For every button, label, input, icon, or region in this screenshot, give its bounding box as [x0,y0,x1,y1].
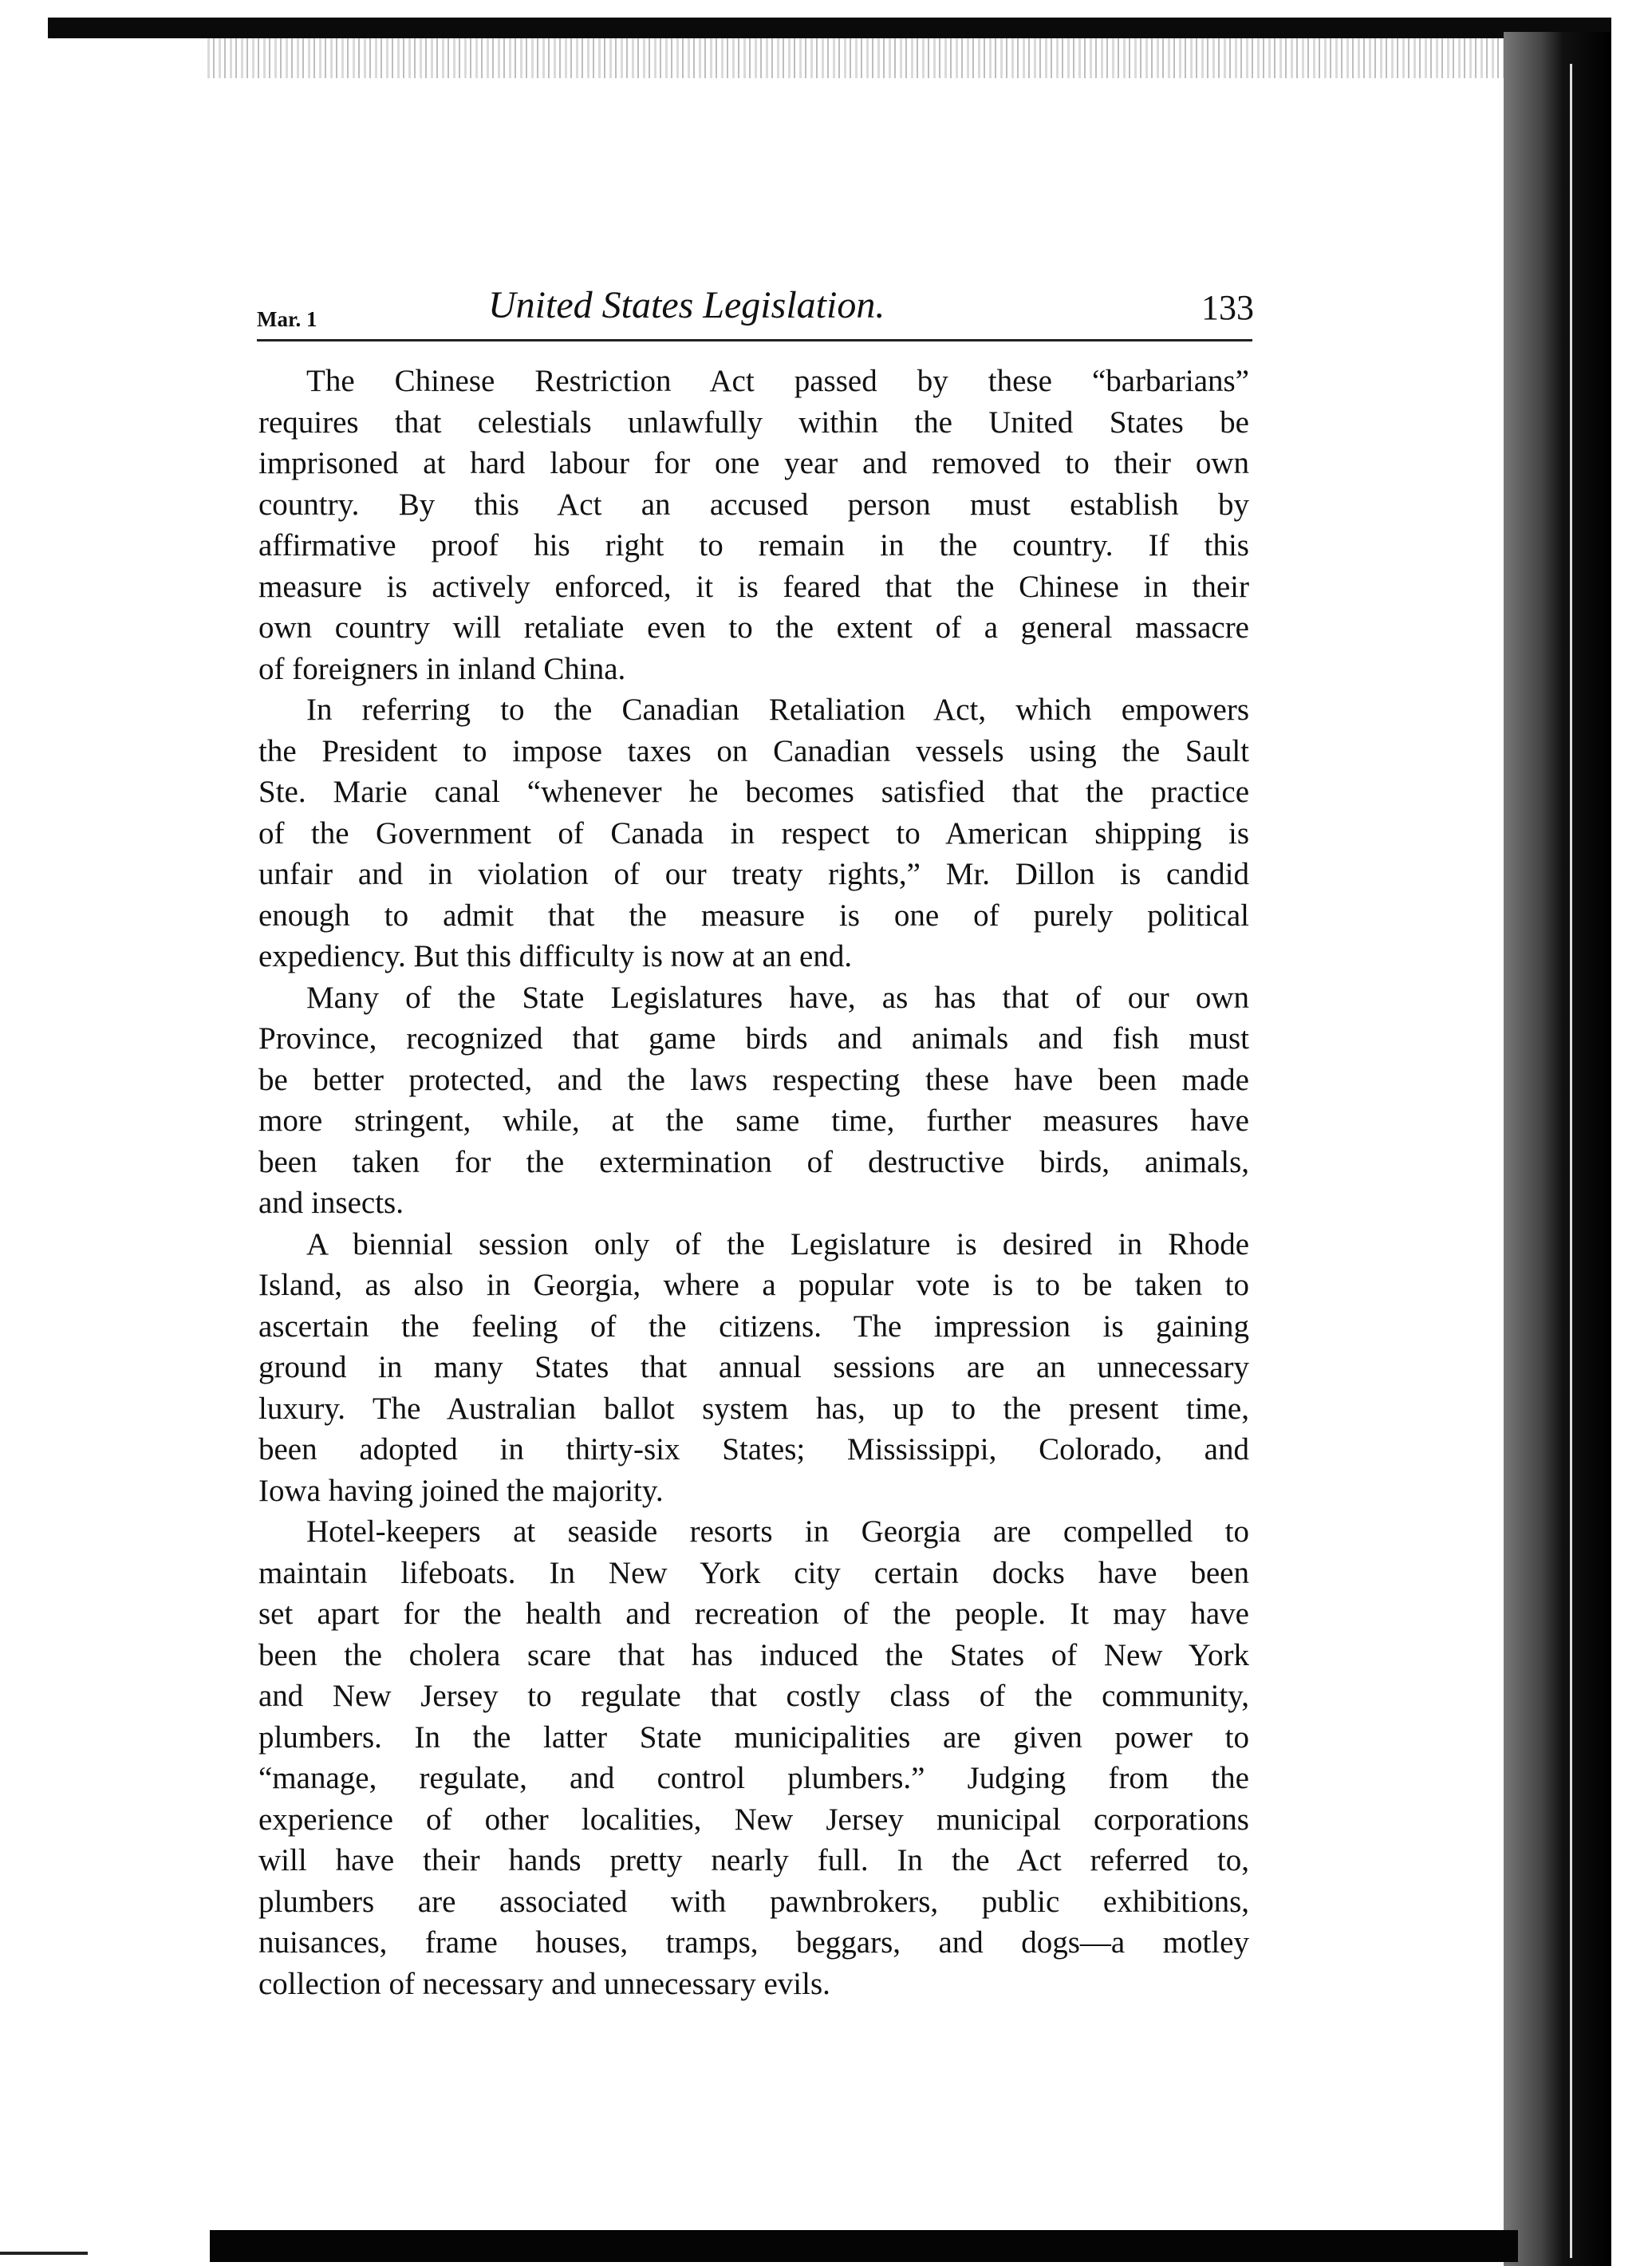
text-line: unfair and in violation of our treaty rights,” Mr. Dillon is candid [258,857,1249,891]
text-line: imprisoned at hard labour for one year and removed to their own [258,446,1249,480]
text-line: enough to admit that the measure is one of purely political [258,898,1249,933]
text-line: of the Government of Canada in respect to American shipping is [258,815,1249,851]
text-line: will have their hands pretty nearly full. In the Act referred to, [258,1843,1249,1877]
scan-corner-mark [0,2252,88,2255]
text-line: ascertain the feeling of the citizens. The impression is gaining [258,1309,1249,1344]
text-line: Province, recognized that game birds and animals and fish must [258,1021,1249,1056]
text-line: country. By this Act an accused person must establish by [258,487,1249,522]
text-line: expediency. But this difficulty is now at an end. [258,939,853,973]
paragraph [258,1224,1249,1512]
text-line: and insects. [258,1186,404,1220]
scan-bottom-edge [210,2230,1518,2262]
paragraph [258,1511,1249,2004]
text-line: Island, as also in Georgia, where a popular vote is to be taken to [258,1268,1249,1302]
text-line: own country will retaliate even to the extent of a general massacre [258,610,1249,645]
text-line: been the cholera scare that has induced the States of New York [258,1637,1249,1672]
running-header [257,283,1254,331]
text-line: ground in many States that annual sessions are an unnecessary [258,1350,1249,1384]
scan-binding-edge [1504,32,1611,2266]
scan-top-edge [48,18,1611,38]
document-body [258,361,1249,2004]
text-line: Ste. Marie canal “whenever he becomes satisfied that the practice [258,775,1249,809]
text-line: Hotel-keepers at seaside resorts in Georgia are compelled to [306,1514,1249,1549]
header-date: Mar. 1 [257,307,317,331]
header-rule [257,339,1252,341]
page-number: 133 [1201,288,1254,327]
text-line: experience of other localities, New Jersey municipal corporations [258,1802,1249,1837]
header-title: United States Legislation. [488,284,885,326]
text-line: affirmative proof his right to remain in the country. If this [258,528,1249,563]
text-line: set apart for the health and recreation of the people. It may have [258,1597,1249,1631]
text-line: The Chinese Restriction Act passed by these “barbarians” [306,364,1249,398]
text-line: luxury. The Australian ballot system has, up to the present time, [258,1391,1249,1426]
text-line: Iowa having joined the majority. [258,1473,664,1508]
text-line: the President to impose taxes on Canadian vessels using the Sault [258,733,1249,768]
text-line: Many of the State Legislatures have, as has that of our own [306,980,1249,1015]
text-line: measure is actively enforced, it is feared that the Chinese in their [258,569,1249,604]
paragraph [258,689,1249,977]
text-line: In referring to the Canadian Retaliation Act, which empowers [306,693,1249,727]
scan-noise [207,38,1524,78]
text-line: plumbers. In the latter State municipalities are given power to [258,1719,1249,1755]
paragraph [258,361,1249,689]
scan-edge-line [1570,64,1572,2258]
text-line: of foreigners in inland China. [258,651,626,686]
text-line: been taken for the extermination of destructive birds, animals, [258,1144,1249,1179]
paragraph [258,977,1249,1224]
text-line: nuisances, frame houses, tramps, beggars, and dogs—a motley [258,1925,1249,1960]
text-line: plumbers are associated with pawnbrokers, public exhibitions, [258,1884,1249,1919]
text-line: requires that celestials unlawfully within the United States be [258,405,1249,440]
text-line: been adopted in thirty-six States; Mississippi, Colorado, and [258,1432,1249,1467]
text-line: be better protected, and the laws respecting these have been made [258,1062,1249,1097]
text-line: A biennial session only of the Legislature is desired in Rhode [306,1226,1249,1261]
text-line: and New Jersey to regulate that costly class of the community, [258,1679,1249,1713]
text-line: collection of necessary and unnecessary evils. [258,1966,830,2001]
text-line: maintain lifeboats. In New York city certain docks have been [258,1555,1249,1590]
text-line: “manage, regulate, and control plumbers.” Judging from the [258,1761,1249,1795]
text-line: more stringent, while, at the same time, further measures have [258,1103,1249,1138]
